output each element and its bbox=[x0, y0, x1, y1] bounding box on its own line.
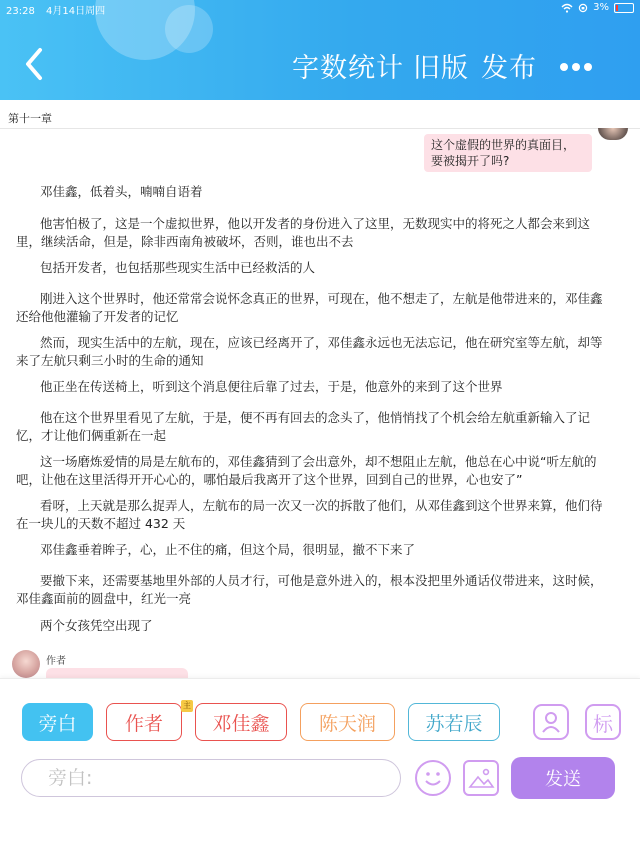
publish-button[interactable]: 发布 bbox=[481, 53, 537, 84]
role-suruochen-button[interactable]: 苏若辰 bbox=[408, 703, 500, 741]
add-role-button[interactable] bbox=[533, 704, 569, 740]
story-paragraph: 然而，现实生活中的左航，现在，应该已经离开了，邓佳鑫永远也无法忘记，他在研究室等左航，却等来了左航只剩三小时的生命的通知 bbox=[16, 335, 603, 368]
old-version-button[interactable]: 旧版 bbox=[413, 53, 469, 84]
author-avatar bbox=[12, 650, 40, 678]
tag-button[interactable]: 标 bbox=[585, 704, 621, 740]
person-icon bbox=[540, 710, 562, 734]
author-name: 作者 bbox=[46, 656, 66, 667]
story-paragraph: 看呀，上天就是那么捉弄人，左航布的局一次又一次的拆散了他们，从邓佳鑫到这个世界来算，他们待在一块儿的天数不超过 432 天 bbox=[16, 498, 603, 531]
role-chentianrun-button[interactable]: 陈天润 bbox=[300, 703, 395, 741]
image-button[interactable] bbox=[463, 760, 499, 796]
send-button[interactable]: 发送 bbox=[511, 757, 615, 799]
story-paragraph: 这一场磨炼爱情的局是左航布的，邓佳鑫猜到了会出意外，却不想阻止左航，他总在心中说“听左航的吧，让他在这里活得开开心心的，哪怕最后我离开了这个世界，回到自己的世界，心也安了” bbox=[16, 454, 597, 487]
chapter-title: 第十一章 bbox=[8, 112, 52, 125]
emoji-icon bbox=[417, 762, 449, 794]
role-narrator-button[interactable]: 旁白 bbox=[22, 703, 93, 741]
lock-rotation-icon bbox=[578, 3, 588, 13]
story-paragraph: 两个女孩凭空出现了 bbox=[40, 618, 153, 633]
status-time: 23:28 bbox=[6, 6, 35, 17]
story-paragraph: 他在这个世界里看见了左航，于是，便不再有回去的念头了，他悄悄找了个机会给左航重新输入了记忆，才让他们俩重新在一起 bbox=[16, 410, 591, 443]
story-paragraph: 邓佳鑫垂着眸子，心，止不住的痛，但这个局，很明显，撤不下来了 bbox=[40, 542, 416, 557]
battery-icon bbox=[614, 3, 634, 13]
back-arrow-icon bbox=[18, 42, 52, 86]
story-paragraph: 他害怕极了，这是一个虚拟世界，他以开发者的身份进入了这里，无数现实中的将死之人都会来到这里，继续活命，但是，除非西南角被破坏，否则，谁也出不去 bbox=[16, 216, 591, 249]
wifi-icon bbox=[561, 3, 573, 13]
story-paragraph: 要撤下来，还需要基地里外部的人员才行，可他是意外进入的，根本没把里外通话仪带进来，这时候，邓佳鑫面前的圆盘中，红光一亮 bbox=[16, 573, 603, 606]
story-paragraph: 刚进入这个世界时，他还常常会说怀念真正的世界，可现在，他不想走了，左航是他带进来的，邓佳鑫还给他他灌输了开发者的记忆 bbox=[16, 291, 603, 324]
top-header bbox=[0, 0, 640, 100]
status-date: 4月14日周四 bbox=[46, 6, 106, 17]
main-character-badge: 主 bbox=[183, 701, 191, 710]
role-author-button[interactable]: 作者 bbox=[106, 703, 182, 741]
emoji-button[interactable] bbox=[415, 760, 451, 796]
story-paragraph: 他正坐在传送椅上，听到这个消息便往后靠了过去，于是，他意外的来到了这个世界 bbox=[40, 379, 503, 394]
word-count-button[interactable]: 字数统计 bbox=[292, 53, 404, 84]
battery-percent: 3% bbox=[593, 2, 609, 13]
story-paragraph: 邓佳鑫，低着头，喃喃自语着 bbox=[40, 184, 203, 199]
back-button[interactable] bbox=[18, 42, 52, 86]
story-paragraph: 包括开发者，也包括那些现实生活中已经救活的人 bbox=[40, 260, 316, 275]
status-bar bbox=[6, 2, 634, 16]
more-button[interactable] bbox=[560, 56, 600, 76]
dialogue-input[interactable] bbox=[21, 759, 401, 797]
role-dengjiaxin-button[interactable]: 邓佳鑫 bbox=[195, 703, 287, 741]
image-icon bbox=[465, 762, 497, 794]
divider bbox=[0, 128, 640, 129]
avatar bbox=[598, 128, 628, 140]
question-bubble: 这个虚假的世界的真面目，要被揭开了吗? bbox=[424, 134, 592, 172]
more-icon bbox=[560, 56, 600, 75]
